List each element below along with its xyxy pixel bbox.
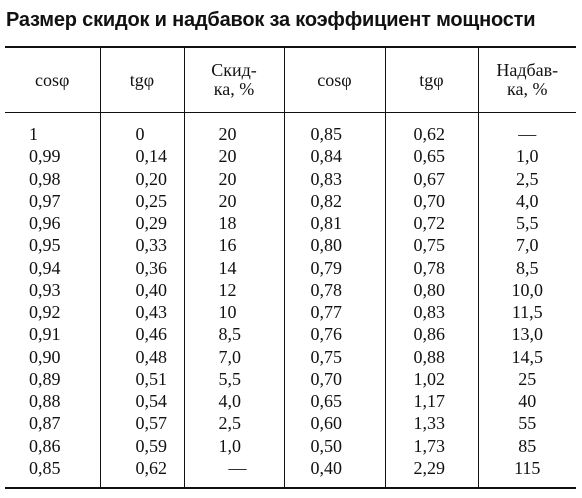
cell-surcharge: 11,5	[478, 301, 576, 323]
header-discount-line1: Скид-	[211, 60, 257, 80]
cell-discount: 14	[184, 257, 284, 279]
cell-tg-1: 0,25	[100, 190, 184, 212]
cell-discount: 10	[184, 301, 284, 323]
cell-discount: 18	[184, 212, 284, 234]
cell-surcharge: 1,0	[478, 145, 576, 167]
cell-tg-1: 0,33	[100, 234, 184, 256]
table-row	[5, 212, 576, 234]
cell-cos-1: 0,97	[29, 190, 61, 211]
cell-cos-1: 0,91	[29, 324, 61, 345]
header-surcharge-line2: ка, %	[507, 79, 548, 99]
table-row	[5, 168, 576, 190]
cell-discount: 20	[184, 168, 284, 190]
cell-surcharge: 13,0	[478, 323, 576, 345]
table-header-row	[5, 48, 576, 113]
header-cos-1: cosφ	[5, 48, 100, 113]
cell-cos-1: 0,93	[29, 279, 61, 300]
cell-surcharge: 40	[478, 390, 576, 412]
cell-cos-2: 0,80	[284, 234, 385, 256]
cell-discount: —	[184, 457, 284, 487]
header-cos-2: cosφ	[284, 48, 385, 113]
cell-tg-2: 0,80	[385, 279, 478, 301]
cell-surcharge: 115	[478, 457, 576, 487]
cell-tg-2: 0,78	[385, 257, 478, 279]
cell-discount: 4,0	[184, 390, 284, 412]
cell-tg-2: 0,88	[385, 345, 478, 367]
cell-surcharge: 4,0	[478, 190, 576, 212]
table-row	[5, 368, 576, 390]
cell-tg-2: 1,02	[385, 368, 478, 390]
cell-tg-2: 0,72	[385, 212, 478, 234]
cell-tg-2: 1,33	[385, 412, 478, 434]
cell-tg-2: 1,73	[385, 434, 478, 456]
cell-tg-1: 0,48	[100, 345, 184, 367]
table-row	[5, 301, 576, 323]
cell-surcharge: 2,5	[478, 168, 576, 190]
table-row	[5, 345, 576, 367]
table-row	[5, 457, 576, 487]
cell-surcharge: 7,0	[478, 234, 576, 256]
table-row	[5, 323, 576, 345]
header-tg-2: tgφ	[385, 48, 478, 113]
cell-tg-1: 0,62	[100, 457, 184, 487]
cell-discount: 2,5	[184, 412, 284, 434]
cell-tg-1: 0,14	[100, 145, 184, 167]
cell-tg-1: 0,59	[100, 434, 184, 456]
cell-discount: 16	[184, 234, 284, 256]
table-row	[5, 113, 576, 146]
cell-cos-2: 0,81	[284, 212, 385, 234]
cell-cos-1: 0,95	[29, 235, 61, 256]
table-title: Размер скидок и надбавок за коэффициент мощности	[6, 9, 536, 31]
header-discount-line2: ка, %	[213, 79, 255, 99]
cell-surcharge: 25	[478, 368, 576, 390]
cell-cos-2: 0,40	[284, 457, 385, 487]
table-row	[5, 145, 576, 167]
cell-cos-2: 0,79	[284, 257, 385, 279]
cell-cos-1: 0,98	[29, 168, 61, 189]
cell-cos-1: 0,99	[29, 146, 61, 167]
cell-cos-1: 0,85	[29, 457, 61, 478]
cell-tg-2: 0,83	[385, 301, 478, 323]
cell-cos-2: 0,50	[284, 434, 385, 456]
cell-cos-1: 0,86	[29, 435, 61, 456]
cell-cos-2: 0,60	[284, 412, 385, 434]
cell-surcharge: —	[478, 113, 576, 146]
table-row	[5, 257, 576, 279]
cell-tg-1: 0	[100, 113, 184, 146]
table-row	[5, 279, 576, 301]
cell-discount: 12	[184, 279, 284, 301]
cell-cos-1: 0,88	[29, 391, 61, 412]
header-discount	[184, 48, 284, 113]
cell-tg-1: 0,40	[100, 279, 184, 301]
coefficient-table-frame	[5, 46, 576, 489]
table-row	[5, 412, 576, 434]
cell-cos-2: 0,70	[284, 368, 385, 390]
table-row	[5, 190, 576, 212]
cell-cos-1: 0,89	[29, 368, 61, 389]
header-surcharge-line1: Надбав-	[496, 60, 559, 80]
cell-tg-1: 0,46	[100, 323, 184, 345]
cell-cos-2: 0,83	[284, 168, 385, 190]
cell-tg-1: 0,43	[100, 301, 184, 323]
table-body	[5, 113, 576, 488]
cell-cos-1: 0,87	[29, 413, 61, 434]
cell-cos-2: 0,82	[284, 190, 385, 212]
cell-discount: 20	[184, 190, 284, 212]
cell-tg-2: 0,70	[385, 190, 478, 212]
cell-surcharge: 8,5	[478, 257, 576, 279]
cell-tg-2: 0,67	[385, 168, 478, 190]
cell-tg-2: 0,62	[385, 113, 478, 146]
cell-tg-2: 0,75	[385, 234, 478, 256]
cell-surcharge: 5,5	[478, 212, 576, 234]
cell-tg-1: 0,29	[100, 212, 184, 234]
cell-cos-2: 0,78	[284, 279, 385, 301]
cell-cos-1: 1	[29, 124, 38, 145]
cell-tg-2: 1,17	[385, 390, 478, 412]
coefficient-table	[5, 48, 576, 487]
cell-tg-1: 0,54	[100, 390, 184, 412]
cell-cos-1: 0,90	[29, 346, 61, 367]
cell-cos-1: 0,96	[29, 213, 61, 234]
header-tg-1: tgφ	[100, 48, 184, 113]
cell-discount: 8,5	[184, 323, 284, 345]
cell-cos-2: 0,75	[284, 345, 385, 367]
cell-cos-1: 0,92	[29, 302, 61, 323]
cell-surcharge: 10,0	[478, 279, 576, 301]
cell-tg-2: 0,65	[385, 145, 478, 167]
cell-tg-2: 0,86	[385, 323, 478, 345]
cell-discount: 1,0	[184, 434, 284, 456]
cell-discount: 5,5	[184, 368, 284, 390]
cell-cos-2: 0,77	[284, 301, 385, 323]
cell-cos-2: 0,84	[284, 145, 385, 167]
cell-tg-1: 0,20	[100, 168, 184, 190]
cell-surcharge: 85	[478, 434, 576, 456]
cell-discount: 7,0	[184, 345, 284, 367]
cell-surcharge: 14,5	[478, 345, 576, 367]
cell-tg-1: 0,51	[100, 368, 184, 390]
cell-cos-2: 0,65	[284, 390, 385, 412]
cell-tg-1: 0,36	[100, 257, 184, 279]
table-row	[5, 434, 576, 456]
cell-cos-1: 0,94	[29, 257, 61, 278]
table-row	[5, 390, 576, 412]
cell-discount: 20	[184, 145, 284, 167]
cell-discount: 20	[184, 113, 284, 146]
cell-cos-2: 0,76	[284, 323, 385, 345]
table-row	[5, 234, 576, 256]
header-surcharge	[478, 48, 576, 113]
cell-tg-1: 0,57	[100, 412, 184, 434]
cell-tg-2: 2,29	[385, 457, 478, 487]
cell-surcharge: 55	[478, 412, 576, 434]
cell-cos-2: 0,85	[284, 113, 385, 146]
